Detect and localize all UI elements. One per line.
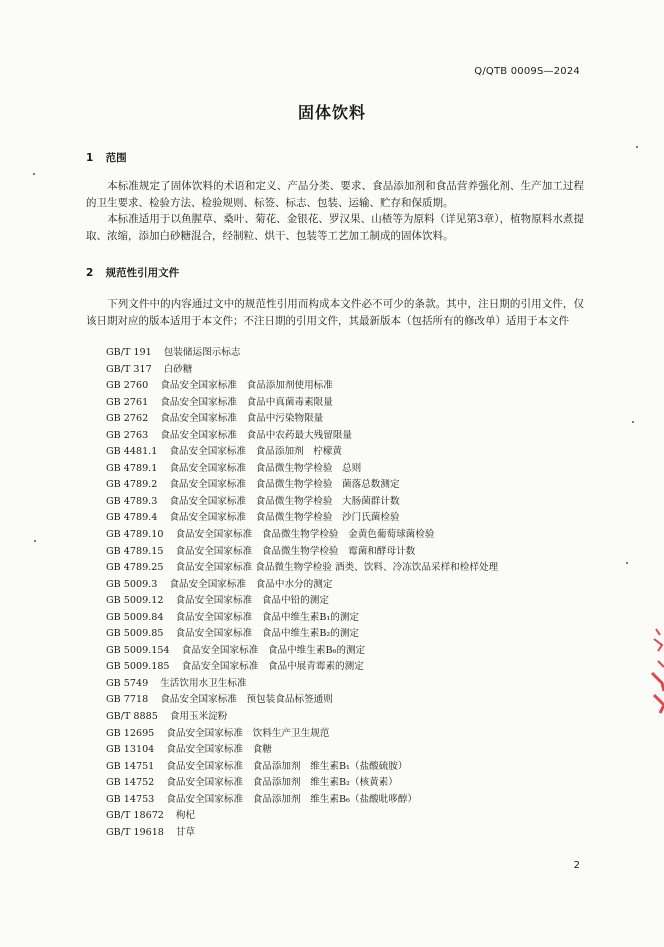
reference-item: GB 5009.85 食品安全国家标准 食品中维生素B₂的测定 (106, 628, 360, 640)
scan-speck (632, 421, 634, 423)
reference-item: GB 4789.4 食品安全国家标准 食品微生物学检验 沙门氏菌检验 (106, 512, 400, 524)
reference-item: GB/T 18672 枸杞 (106, 810, 196, 822)
seal-stroke (652, 673, 664, 713)
reference-item: GB/T 191 包装储运图示标志 (106, 347, 241, 358)
scan-speck (34, 540, 36, 542)
scope-paragraph-2: 本标准适用于以鱼腥草、桑叶、菊花、金银花、罗汉果、山楂等为原料（详见第3章），植物原料水煮提取、浓缩，添加白砂糖混合，经制粒、烘干、包装等工艺加工制成的固体饮料。 (86, 213, 584, 242)
seal-stroke (658, 661, 664, 667)
reference-item: GB 13104 食品安全国家标准 食糖 (106, 744, 272, 756)
references-intro-paragraph: 下列文件中的内容通过文中的规范性引用而构成本文件必不可少的条款。其中，注日期的引用文件，仅该日期对应的版本适用于本文件；不注日期的引用文件，其最新版本（包括所有的修改单）适用于本文件 (86, 298, 584, 327)
reference-item: GB 5009.185 食品安全国家标准 食品中展青霉素的测定 (106, 661, 364, 673)
reference-item: GB 4789.25 食品安全国家标准 食品微生物学检验 酒类、饮料、冷冻饮品采样和检样处理 (106, 562, 499, 574)
reference-item: GB 2761 食品安全国家标准 食品中真菌毒素限量 (106, 396, 333, 408)
section-title: 规范性引用文件 (105, 267, 180, 279)
reference-item: GB 4789.10 食品安全国家标准 食品微生物学检验 金黄色葡萄球菌检验 (106, 529, 435, 541)
section-heading-normative-references (86, 265, 179, 280)
page-number: 2 (573, 860, 580, 871)
reference-item: GB/T 8885 食用玉米淀粉 (106, 711, 228, 723)
reference-item: GB 4481.1 食品安全国家标准 食品添加剂 柠檬黄 (106, 446, 343, 458)
section-number: 2 (86, 267, 94, 279)
reference-item: GB 5749 生活饮用水卫生标准 (106, 677, 247, 689)
reference-item: GB 2760 食品安全国家标准 食品添加剂使用标准 (106, 380, 333, 392)
reference-item: GB 14753 食品安全国家标准 食品添加剂 维生素B₆（盐酸吡哆醇） (106, 793, 418, 805)
section-number: 1 (86, 152, 94, 164)
seal-stroke (654, 629, 662, 651)
reference-item: GB 5009.3 食品安全国家标准 食品中水分的测定 (106, 578, 333, 590)
reference-item: GB 7718 食品安全国家标准 预包装食品标签通则 (106, 694, 333, 706)
reference-item: GB 5009.154 食品安全国家标准 食品中维生素B₆的测定 (106, 644, 366, 656)
section-title: 范围 (105, 152, 127, 164)
reference-item: GB 4789.2 食品安全国家标准 食品微生物学检验 菌落总数测定 (106, 479, 400, 491)
scan-speck (33, 173, 35, 175)
reference-item: GB 14752 食品安全国家标准 食品添加剂 维生素B₂（核黄素） (106, 777, 398, 789)
reference-item: GB 4789.3 食品安全国家标准 食品微生物学检验 大肠菌群计数 (106, 495, 400, 507)
reference-item: GB 2762 食品安全国家标准 食品中污染物限量 (106, 413, 324, 425)
document-title: 固体饮料 (297, 103, 366, 122)
reference-item: GB 12695 食品安全国家标准 饮料生产卫生规范 (106, 727, 330, 739)
reference-item: GB/T 317 白砂糖 (106, 363, 193, 375)
reference-item: GB/T 19618 甘草 (106, 826, 196, 838)
section-heading-scope (86, 150, 127, 165)
reference-item: GB 14751 食品安全国家标准 食品添加剂 维生素B₁（盐酸硫胺） (106, 760, 408, 772)
reference-item: GB 5009.12 食品安全国家标准 食品中铅的测定 (106, 595, 329, 607)
scope-paragraph-1: 本标准规定了固体饮料的术语和定义、产品分类、要求、食品添加剂和食品营养强化剂、生产加工过程的卫生要求、检验方法、检验规则、标签、标志、包装、运输、贮存和保质期。 (86, 180, 584, 209)
standard-code: Q/QTB 0009S—2024 (474, 66, 580, 77)
reference-item: GB 2763 食品安全国家标准 食品中农药最大残留限量 (106, 429, 353, 441)
scan-speck (636, 146, 638, 148)
reference-item: GB 4789.15 食品安全国家标准 食品微生物学检验 霉菌和酵母计数 (106, 545, 416, 557)
reference-item: GB 5009.84 食品安全国家标准 食品中维生素B₁的测定 (106, 611, 360, 623)
reference-item: GB 4789.1 食品安全国家标准 食品微生物学检验 总则 (106, 462, 362, 474)
seal-stamp-fragment (646, 625, 664, 715)
scan-speck (626, 562, 628, 564)
reference-list (106, 345, 498, 841)
